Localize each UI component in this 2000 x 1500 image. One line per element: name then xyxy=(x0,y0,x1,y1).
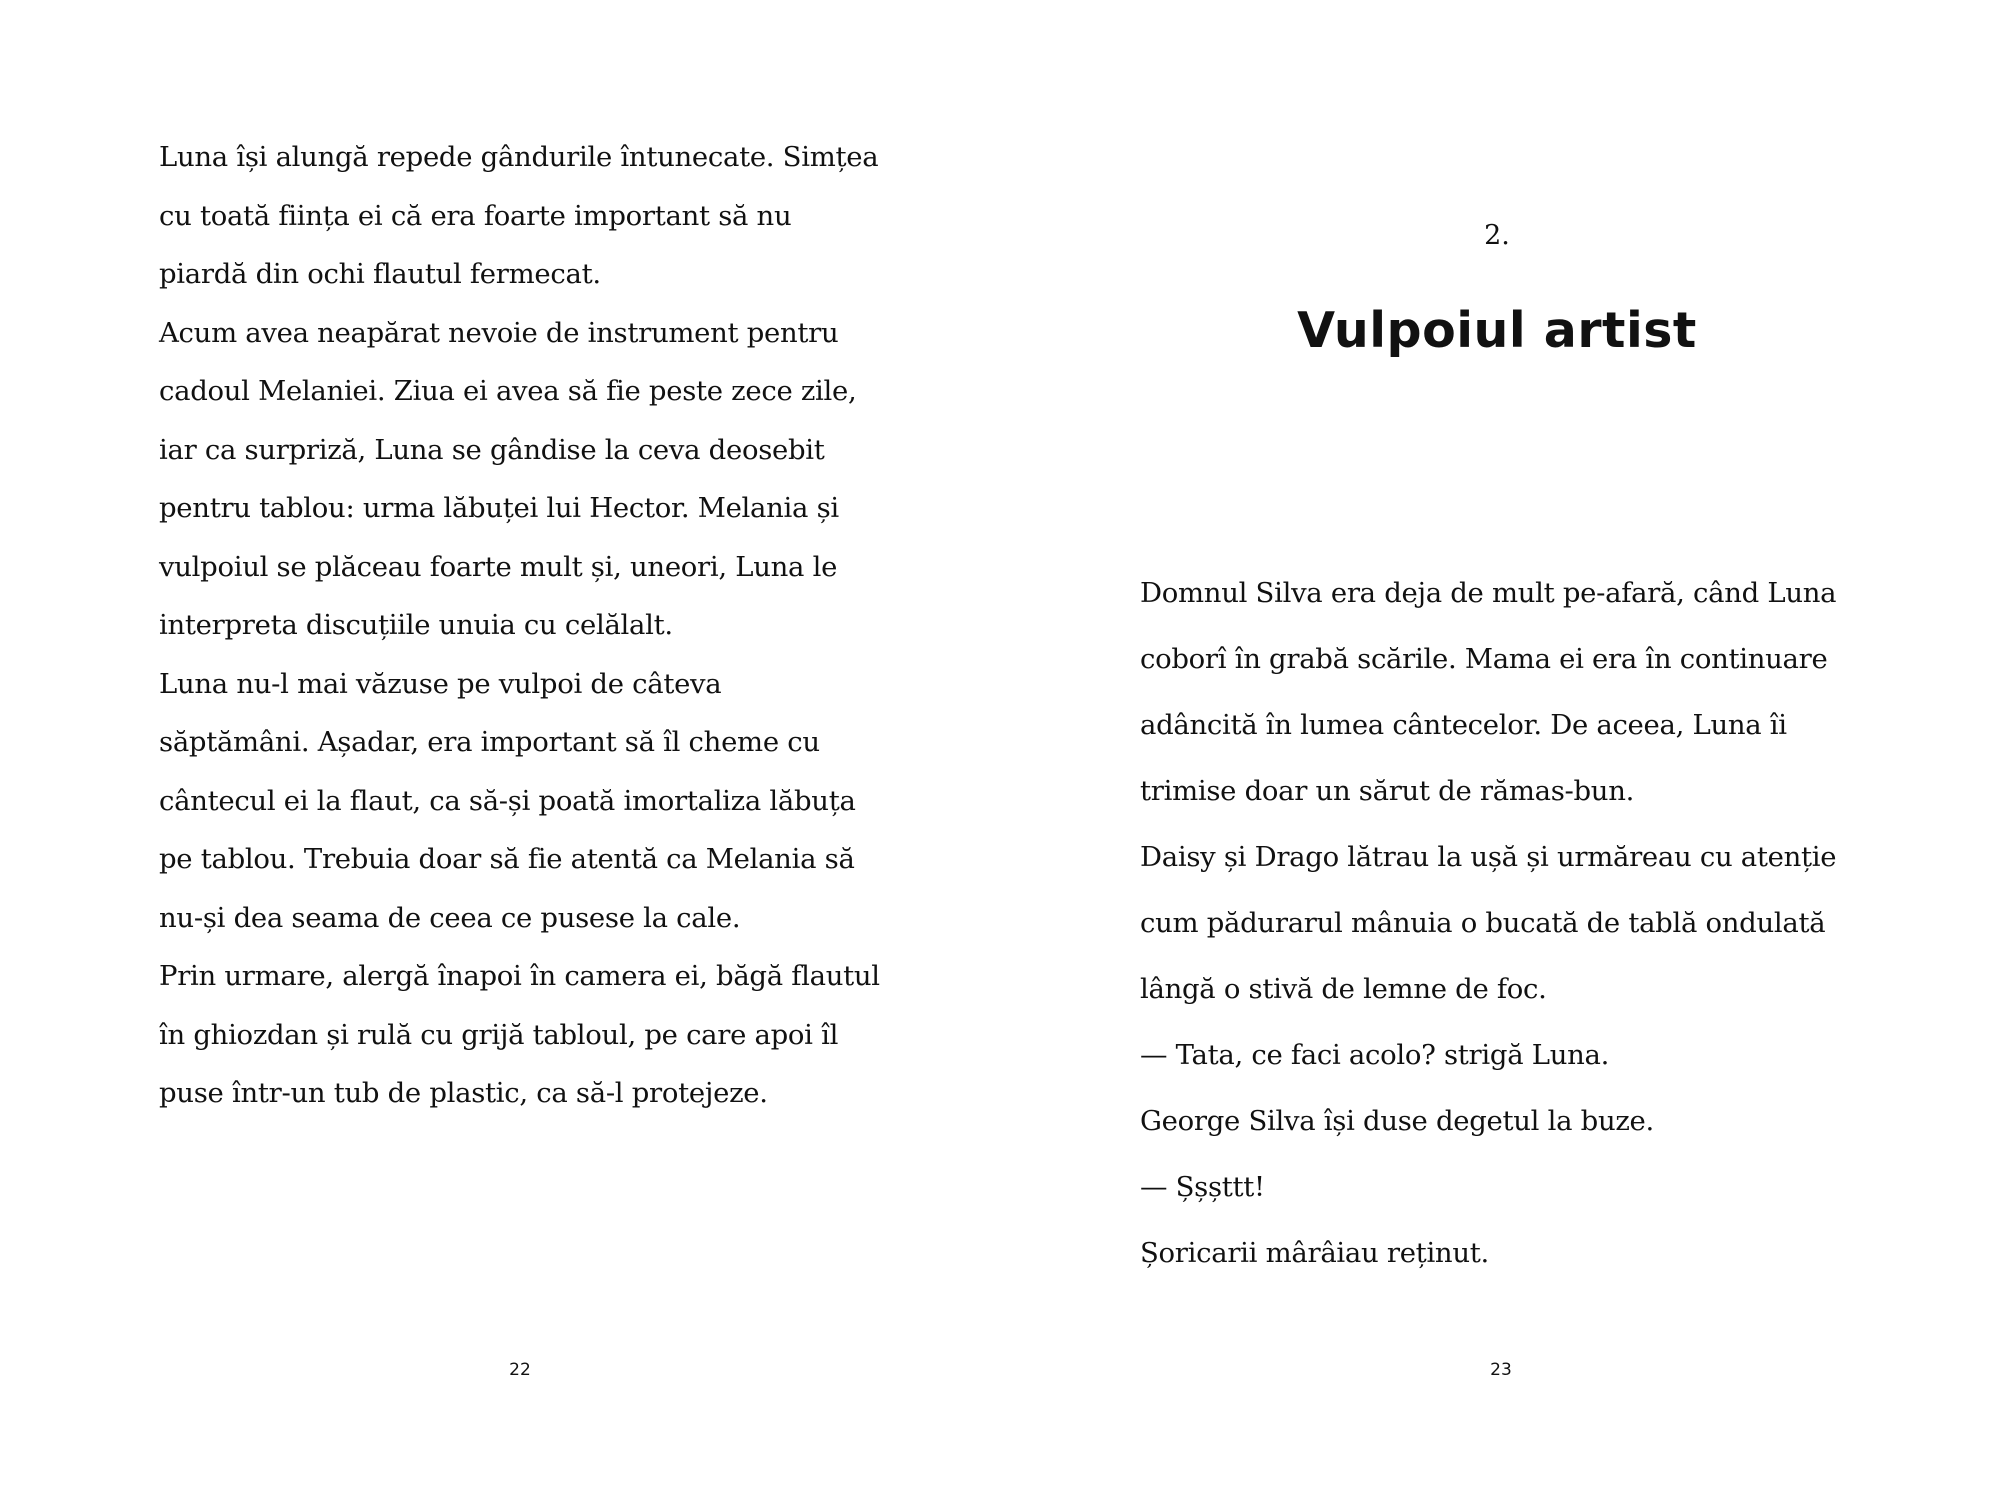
text-line: cu toată ființa ei că era foarte important să nu xyxy=(159,199,792,232)
text-line: puse într-un tub de plastic, ca să-l protejeze. xyxy=(159,1077,768,1109)
page-number-right: 23 xyxy=(1490,1360,1512,1380)
text-line: cum pădurarul mânuia o bucată de tablă ondulată xyxy=(1140,907,1826,939)
text-line: Luna nu-l mai văzuse pe vulpoi de câteva xyxy=(159,667,722,700)
right-page xyxy=(1000,0,2000,1500)
text-line: vulpoiul se plăceau foarte mult și, uneori, Luna le xyxy=(159,550,838,583)
text-line: cadoul Melaniei. Ziua ei avea să fie peste zece zile, xyxy=(159,375,857,407)
chapter-number: 2. xyxy=(1484,220,1510,251)
right-page-body xyxy=(1140,560,1900,1286)
chapter-title: Vulpoiul artist xyxy=(1297,302,1697,359)
text-line: Prin urmare, alergă înapoi în camera ei, băgă flautul xyxy=(159,960,880,992)
text-line: Șoricarii mârâiau reținut. xyxy=(1140,1237,1489,1269)
text-line: în ghiozdan și rulă cu grijă tabloul, pe care apoi îl xyxy=(159,1018,839,1051)
text-line: săptămâni. Așadar, era important să îl cheme cu xyxy=(159,726,820,758)
text-line: — Șșșttt! xyxy=(1140,1171,1265,1203)
text-line: George Silva își duse degetul la buze. xyxy=(1140,1105,1654,1137)
text-line: trimise doar un sărut de rămas-bun. xyxy=(1140,775,1635,807)
text-line: pentru tablou: urma lăbuței lui Hector. Melania și xyxy=(159,492,839,524)
text-line: — Tata, ce faci acolo? strigă Luna. xyxy=(1140,1039,1610,1071)
page-number-left: 22 xyxy=(509,1360,531,1380)
text-line: Acum avea neapărat nevoie de instrument pentru xyxy=(159,316,839,349)
text-line: interpreta discuțiile unuia cu celălalt. xyxy=(159,609,673,641)
text-line: pe tablou. Trebuia doar să fie atentă ca Melania să xyxy=(159,843,855,875)
text-line: lângă o stivă de lemne de foc. xyxy=(1140,973,1547,1005)
text-line: adâncită în lumea cântecelor. De aceea, Luna îi xyxy=(1140,709,1787,741)
left-page-body xyxy=(159,128,919,1123)
text-line: Daisy și Drago lătrau la ușă și urmăreau cu atenție xyxy=(1140,841,1837,873)
text-line: Luna își alungă repede gândurile întunecate. Simțea xyxy=(159,141,879,173)
text-line: piardă din ochi flautul fermecat. xyxy=(159,258,601,290)
text-line: cântecul ei la flaut, ca să-și poată imortaliza lăbuța xyxy=(159,784,856,817)
text-line: iar ca surpriză, Luna se gândise la ceva deosebit xyxy=(159,433,825,466)
text-line: Domnul Silva era deja de mult pe-afară, când Luna xyxy=(1140,577,1837,609)
text-line: nu-și dea seama de ceea ce pusese la cale. xyxy=(159,901,741,934)
text-line: coborî în grabă scările. Mama ei era în continuare xyxy=(1140,643,1828,675)
